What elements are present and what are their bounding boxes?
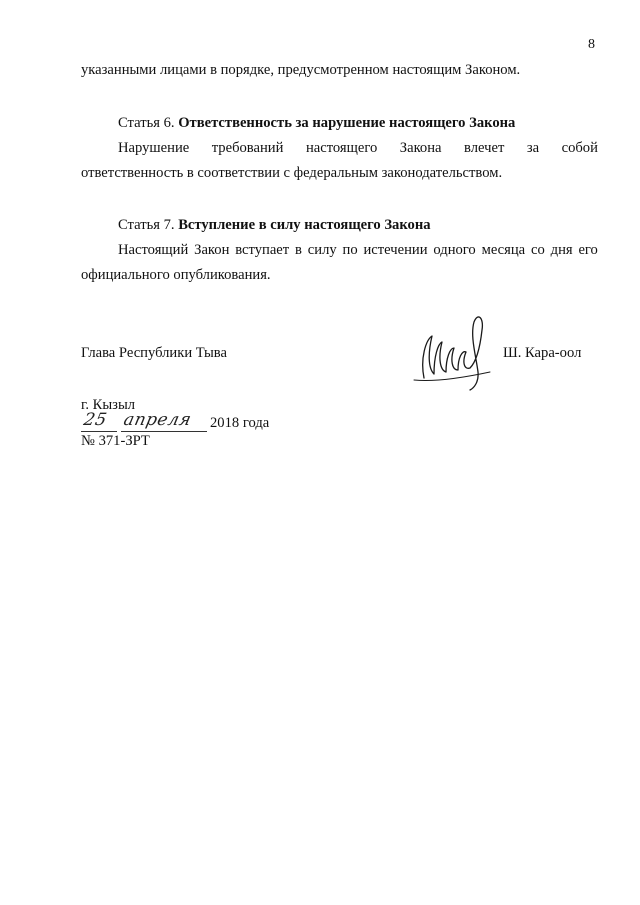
article-7-line-1 <box>118 241 598 259</box>
word: месяца <box>481 242 526 258</box>
day-handwritten: 25 <box>81 410 109 430</box>
article-7-prefix: Статья 7. <box>118 217 175 233</box>
word: Настоящий <box>118 242 189 258</box>
word: собой <box>561 140 598 156</box>
word: вступает <box>235 242 290 258</box>
word: Закон <box>194 242 230 258</box>
word: по <box>342 242 358 258</box>
article-6-line-1 <box>118 139 598 157</box>
article-6-line-2: ответственность в соответствии с федеральным законодательством. <box>81 165 503 181</box>
intro-line: указанными лицами в порядке, предусмотренном настоящим Законом. <box>81 62 521 78</box>
word: Нарушение <box>118 140 190 156</box>
signatory-name: Ш. Кара-оол <box>503 345 582 361</box>
article-6-heading <box>118 114 598 132</box>
law-number: № 371-ЗРТ <box>81 433 150 449</box>
word: дня <box>550 242 573 258</box>
month-handwritten: апреля <box>121 410 194 430</box>
word: его <box>578 242 598 258</box>
word: силу <box>307 242 337 258</box>
year: 2018 года <box>210 415 270 431</box>
article-7-title: Вступление в силу настоящего Закона <box>178 217 431 233</box>
word: одного <box>433 242 476 258</box>
word: истечении <box>363 242 428 258</box>
word: требований <box>211 140 284 156</box>
word: Закона <box>399 140 442 156</box>
word: влечет <box>464 140 505 156</box>
handwritten-signature <box>404 308 496 393</box>
city: г. Кызыл <box>81 397 136 413</box>
article-6-prefix: Статья 6. <box>118 115 175 131</box>
article-7-heading <box>118 216 598 234</box>
word: в <box>295 242 302 258</box>
word: со <box>531 242 545 258</box>
word: за <box>526 140 540 156</box>
article-7-line-2: официального опубликования. <box>81 267 271 283</box>
article-6-title: Ответственность за нарушение настоящего Закона <box>178 115 516 131</box>
page-number: 8 <box>588 37 595 52</box>
signatory-position: Глава Республики Тыва <box>81 345 227 361</box>
word: настоящего <box>305 140 378 156</box>
